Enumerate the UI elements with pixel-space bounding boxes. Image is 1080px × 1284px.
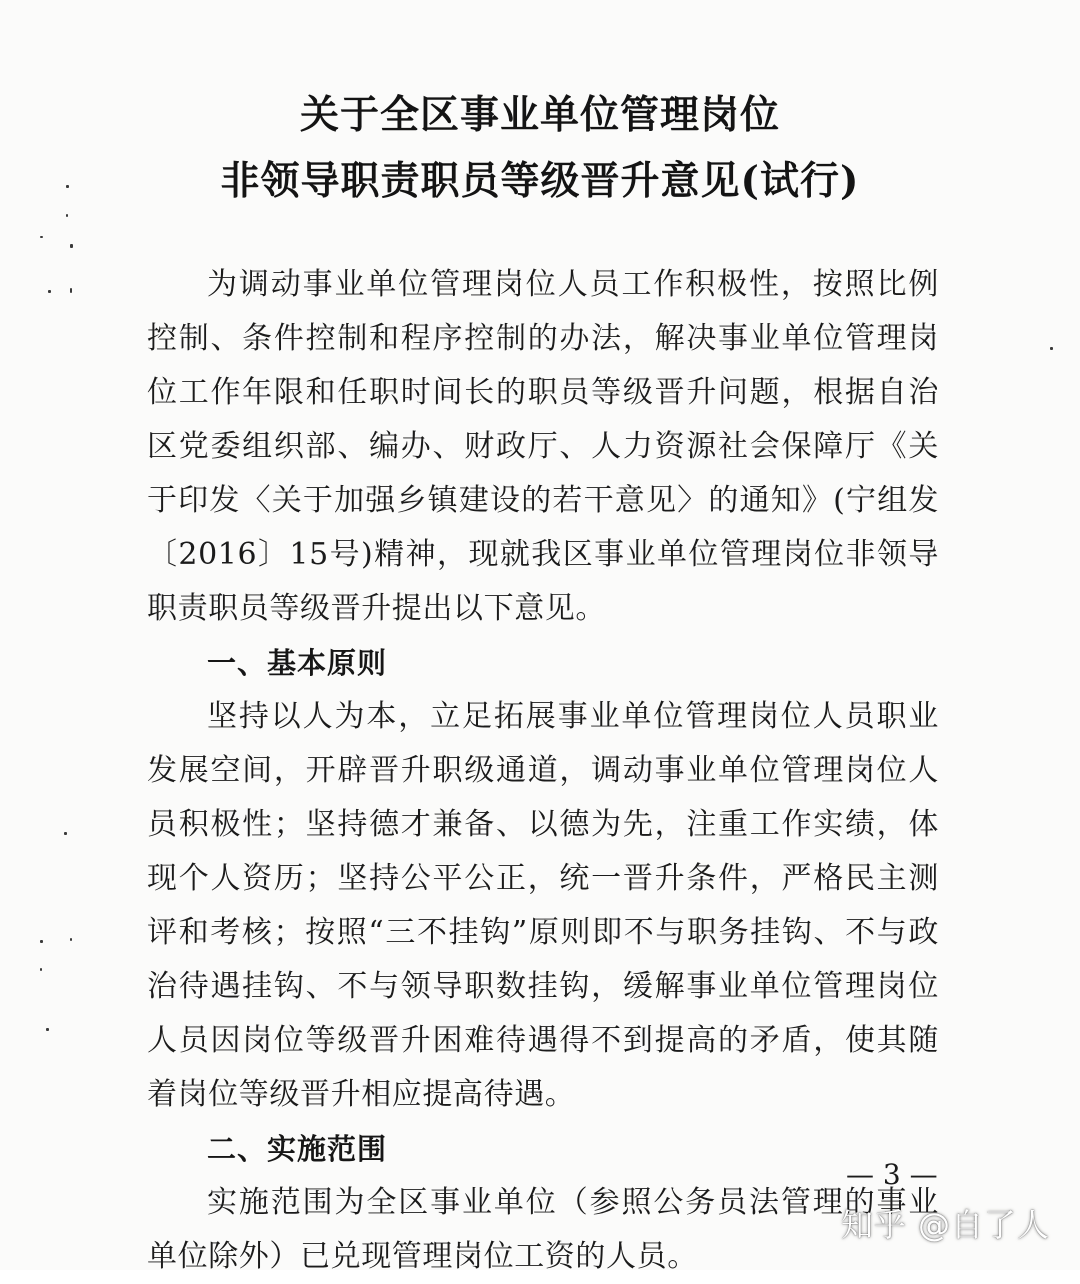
scan-speck: [64, 832, 67, 835]
scan-speck: [40, 940, 43, 943]
section-1-heading: 一、基本原则: [207, 646, 388, 680]
scan-speck: [66, 214, 68, 217]
scan-speck: [70, 288, 72, 293]
scan-speck: [70, 938, 72, 941]
scan-speck: [70, 244, 73, 248]
scan-speck: [1050, 347, 1053, 350]
scan-speck: [40, 968, 42, 971]
scan-speck: [40, 236, 43, 238]
section-1-paragraph: 坚持以人为本，立足拓展事业单位管理岗位人员职业发展空间，开辟晋升职级通道，调动事业单位管理岗位人员积极性；坚持德才兼备、以德为先，注重工作实绩，体现个人资历；坚持公平公正，统一晋升条件，严格民主测评和考核；按照“三不挂钩”原则即不与职务挂钩、不与政治待遇挂钩、不与领导职数挂钩，缓解事业单位管理岗位人员因岗位等级晋升困难待遇得不到提高的矛盾，使其随着岗位等级晋升相应提高待遇。: [147, 699, 939, 1112]
page-number: — 3 —: [846, 1158, 938, 1191]
document-title-line-1: 关于全区事业单位管理岗位: [299, 92, 780, 138]
section-2-paragraph: 实施范围为全区事业单位（参照公务员法管理的事业单位除外）已兑现管理岗位工资的人员。: [147, 1185, 939, 1274]
scan-speck: [48, 290, 51, 293]
scan-speck: [66, 185, 69, 188]
document-body: [147, 258, 939, 1284]
intro-paragraph: 为调动事业单位管理岗位人员工作积极性，按照比例控制、条件控制和程序控制的办法，解决事业单位管理岗位工作年限和任职时间长的职员等级晋升问题，根据自治区党委组织部、编办、财政厅、人力资源社会保障厅《关于印发〈关于加强乡镇建设的若干意见〉的通知》(宁组发〔2016〕15号)精神，现就我区事业单位管理岗位非领导职责职员等级晋升提出以下意见。: [147, 267, 939, 626]
zhihu-watermark: 知乎 @自了人: [840, 1206, 1050, 1244]
section-2-heading: 二、实施范围: [207, 1132, 388, 1166]
scan-speck: [46, 1028, 49, 1031]
document-title-line-2: 非领导职责职员等级晋升意见(试行): [220, 158, 860, 204]
